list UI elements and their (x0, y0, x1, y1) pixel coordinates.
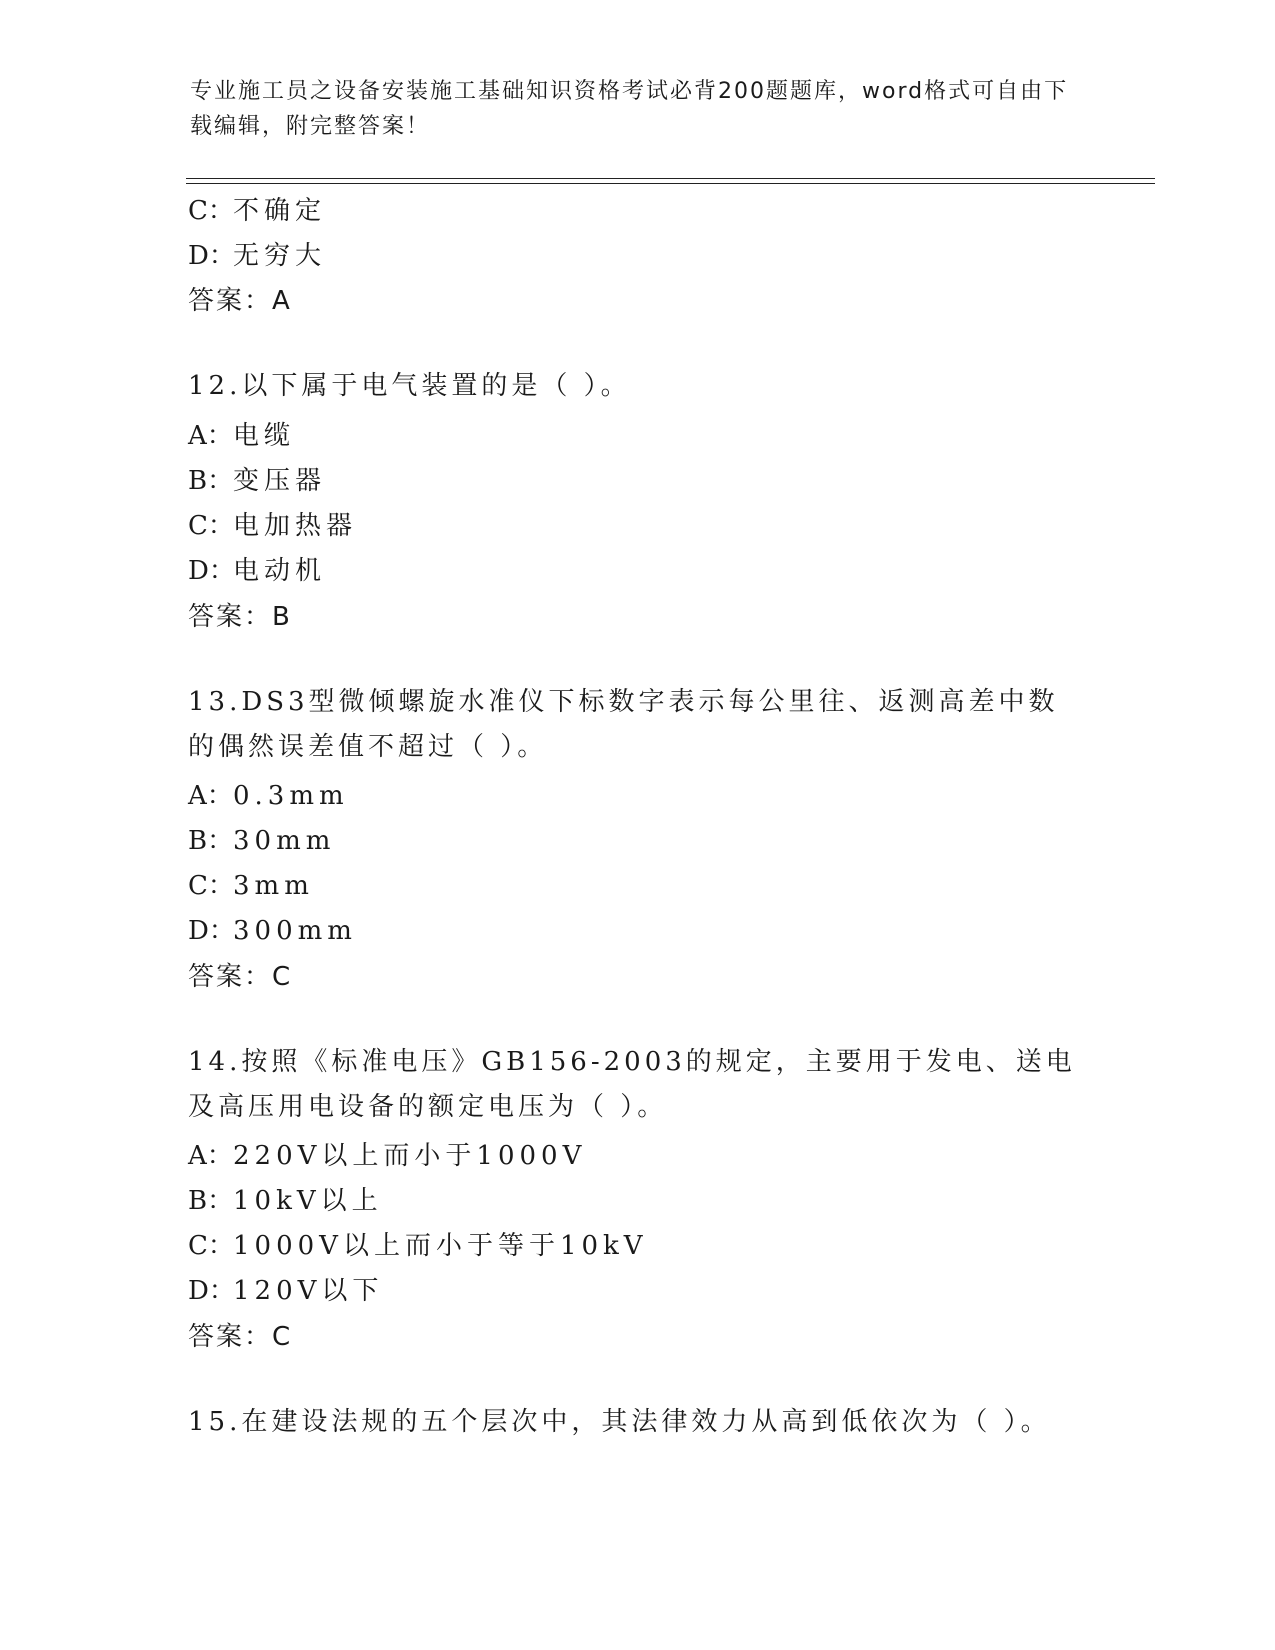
q13-question: 13.DS3型微倾螺旋水准仪下标数字表示每公里往、返测高差中数的偶然误差值不超过（ ）。 (188, 687, 1059, 762)
q13-answer: 答案：C (188, 962, 293, 992)
q14-option-b (188, 1180, 383, 1217)
option-key: A： (188, 1141, 233, 1171)
q14-answer: 答案：C (188, 1322, 293, 1352)
q13-option-c (188, 865, 314, 902)
q14-option-a (188, 1135, 586, 1172)
q12-option-d (188, 550, 326, 587)
header-divider (186, 178, 1155, 179)
q12-option-b (188, 460, 326, 497)
option-text: 120V以下 (233, 1276, 384, 1306)
q12-question: 12.以下属于电气装置的是（ ）。 (188, 371, 631, 401)
q12-option-a (188, 415, 295, 452)
option-text: 1000V以上而小于等于10kV (233, 1231, 648, 1261)
option-text: 0.3mm (233, 781, 349, 811)
option-text: 30mm (233, 826, 336, 856)
q12-answer: 答案：B (188, 602, 292, 632)
option-key: C： (188, 511, 234, 541)
q14-option-c (188, 1225, 648, 1262)
q11-option-d (188, 235, 326, 272)
option-text: 300mm (233, 916, 357, 946)
q13-option-a (188, 775, 349, 812)
option-text: 10kV以上 (233, 1186, 383, 1216)
option-text: 3mm (233, 871, 314, 901)
option-key: A： (188, 781, 233, 811)
option-key: C： (188, 871, 234, 901)
q13-option-d (188, 910, 357, 947)
q14-option-d (188, 1270, 383, 1307)
option-key: D： (188, 556, 235, 586)
q14-question: 14.按照《标准电压》GB156-2003的规定，主要用于发电、送电及高压用电设备的额定电压为（ ）。 (188, 1047, 1076, 1122)
q11-option-c (188, 190, 326, 227)
option-text: 电加热器 (233, 511, 358, 541)
option-key: D： (188, 1276, 235, 1306)
option-key: C： (188, 196, 234, 226)
option-key: C： (188, 1231, 234, 1261)
option-text: 电动机 (233, 556, 327, 586)
q12-option-c (188, 505, 357, 542)
header-divider-second (186, 183, 1155, 184)
q11-answer: 答案：A (188, 286, 292, 316)
option-text: 变压器 (233, 466, 327, 496)
option-key: D： (188, 241, 235, 271)
q15-question: 15.在建设法规的五个层次中，其法律效力从高到低依次为（ ）。 (188, 1407, 1051, 1437)
option-key: D： (188, 916, 235, 946)
option-key: A： (188, 421, 233, 451)
q13-option-b (188, 820, 335, 857)
option-key: B： (188, 826, 234, 856)
document-header: 专业施工员之设备安装施工基础知识资格考试必背200题题库，word格式可自由下载编辑，附完整答案！ (190, 79, 1069, 139)
option-text: 无穷大 (233, 241, 327, 271)
option-text: 不确定 (233, 196, 327, 226)
option-key: B： (188, 466, 234, 496)
option-key: B： (188, 1186, 234, 1216)
option-text: 电缆 (233, 421, 296, 451)
option-text: 220V以上而小于1000V (233, 1141, 587, 1171)
